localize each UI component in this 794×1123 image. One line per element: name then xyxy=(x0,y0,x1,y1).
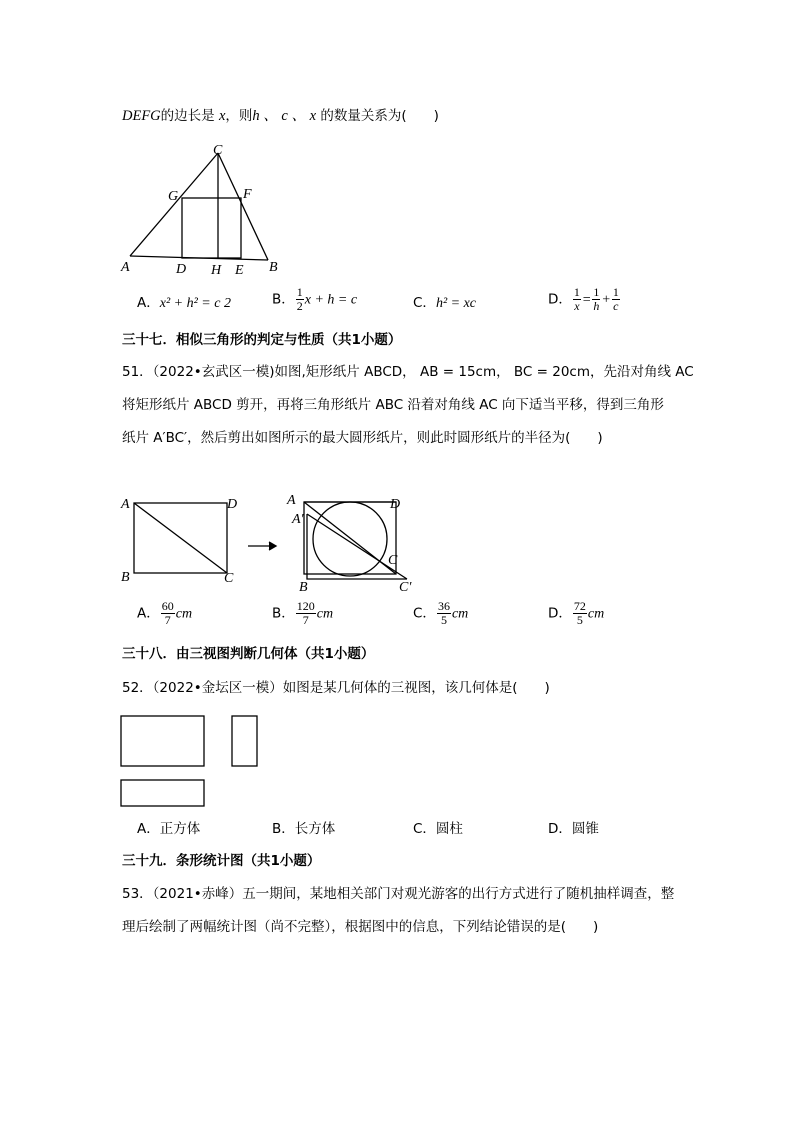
q52-option-c[interactable]: C．圆柱 xyxy=(413,821,463,837)
q51-line1: 51．（2022•玄武区一模)如图,矩形纸片 ABCD， AB = 15cm， BC = 20cm，先沿对角线 AC xyxy=(122,364,694,380)
diagonal-ac xyxy=(134,503,227,573)
q52-option-d[interactable]: D．圆锥 xyxy=(548,821,599,837)
q50-option-c[interactable]: C．h² = xc xyxy=(413,295,477,311)
left-label-c: C xyxy=(224,571,234,586)
q52-three-view-figure xyxy=(115,710,275,815)
q50-option-b[interactable]: B． $\frac{1}{2}$ x + h = c xyxy=(272,285,358,313)
q51-option-d[interactable]: D． $\frac{72}{5}$ cm xyxy=(548,599,605,627)
right-label-c: C xyxy=(388,553,398,568)
label-e: E xyxy=(235,263,244,278)
side-view xyxy=(232,716,257,766)
section-heading-38: 三十八．由三视图判断几何体（共1小题） xyxy=(122,646,375,662)
right-label-a-prime: A′ xyxy=(292,512,304,527)
left-label-d: D xyxy=(227,497,238,512)
label-h: H xyxy=(211,263,222,278)
label-b: B xyxy=(269,260,278,275)
label-a: A xyxy=(121,260,130,275)
q50-square-name: DEFG xyxy=(122,108,161,124)
label-f: F xyxy=(243,187,252,202)
label-c: C xyxy=(213,143,223,158)
square-defg xyxy=(182,198,241,258)
circle-cutout xyxy=(313,502,387,576)
top-view xyxy=(121,780,204,806)
section-heading-37: 三十七．相似三角形的判定与性质（共1小题） xyxy=(122,332,402,348)
label-d: D xyxy=(176,262,187,277)
hypotenuse-prime xyxy=(307,514,407,579)
q52-option-b[interactable]: B．长方体 xyxy=(272,821,336,837)
label-g: G xyxy=(168,189,179,204)
q50-option-d[interactable]: D． $\frac{1}{x}$ = $\frac{1}{h}$ + $\frac{1}{c}$ xyxy=(548,285,619,313)
q52-line1: 52．（2022•金坛区一模）如图是某几何体的三视图，该几何体是( ) xyxy=(122,680,550,696)
q51-option-b[interactable]: B． $\frac{120}{7}$ cm xyxy=(272,599,334,627)
side-ac xyxy=(130,153,218,256)
q50-triangle-figure xyxy=(110,140,300,280)
right-label-b: B xyxy=(299,580,308,595)
q51-line2: 将矩形纸片 ABCD 剪开，再将三角形纸片 ABC 沿着对角线 AC 向下适当平移，得到三角形 xyxy=(122,397,664,413)
q51-option-c[interactable]: C． $\frac{36}{5}$ cm xyxy=(413,599,469,627)
q50-option-a[interactable]: A．x² + h² = c 2 xyxy=(137,295,231,311)
q50-stem: DEFG的边长是 x，则h 、 c 、 x 的数量关系为( ) xyxy=(122,108,439,124)
right-label-d: D xyxy=(390,497,401,512)
right-label-c-prime: C′ xyxy=(399,580,412,595)
left-label-a: A xyxy=(121,497,130,512)
arrow-icon xyxy=(269,542,276,550)
fraction: $\frac{1}{2}$ xyxy=(296,285,303,313)
front-view xyxy=(121,716,204,766)
left-label-b: B xyxy=(121,570,130,585)
section-heading-39: 三十九．条形统计图（共1小题） xyxy=(122,853,321,869)
q51-figure xyxy=(110,488,440,598)
side-cb xyxy=(218,153,268,260)
q53-line1: 53．（2021•赤峰）五一期间，某地相关部门对观光游客的出行方式进行了随机抽样调查，整 xyxy=(122,886,675,902)
q52-option-a[interactable]: A．正方体 xyxy=(137,821,201,837)
q51-line3: 纸片 A′BC′，然后剪出如图所示的最大圆形纸片，则此时圆形纸片的半径为( ) xyxy=(122,430,603,446)
q51-option-a[interactable]: A． $\frac{60}{7}$ cm xyxy=(137,599,193,627)
right-label-a: A xyxy=(287,493,296,508)
q53-line2: 理后绘制了两幅统计图（尚不完整），根据图中的信息，下列结论错误的是( ) xyxy=(122,919,599,935)
